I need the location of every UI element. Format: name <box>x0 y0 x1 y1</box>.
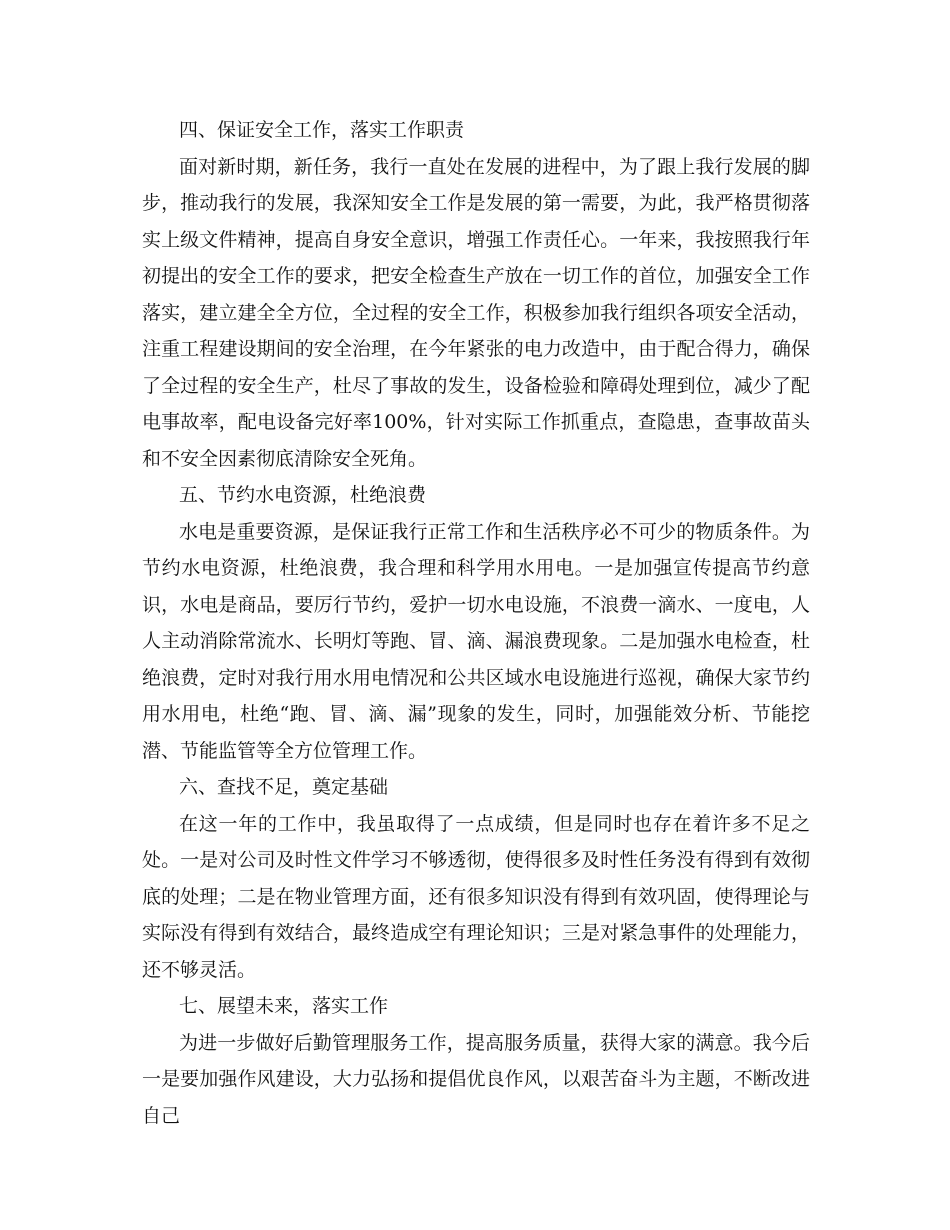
section-paragraph-5: 水电是重要资源，是保证我行正常工作和生活秩序必不可少的物质条件。为节约水电资源，杜绝浪费，我合理和科学用水用电。一是加强宣传提高节约意识，水电是商品，要厉行节约，爱护一切水电设施，不浪费一滴水、一度电，人人主动消除常流水、长明灯等跑、冒、滴、漏浪费现象。二是加强水电检查，杜绝浪费，定时对我行用水用电情况和公共区域水电设施进行巡视，确保大家节约用水用电，杜绝“跑、冒、滴、漏”现象的发生，同时，加强能效分析、节能挖潜、节能监管等全方位管理工作。 <box>142 520 810 762</box>
section-heading-6: 六、查找不足，奠定基础 <box>179 776 389 798</box>
section-paragraph-7: 为进一步做好后勤管理服务工作，提高服务质量，获得大家的满意。我今后一是要加强作风建设，大力弘扬和提倡优良作风，以艰苦奋斗为主题，不断改进自己 <box>142 1031 810 1127</box>
section-paragraph-6: 在这一年的工作中，我虽取得了一点成绩，但是同时也存在着许多不足之处。一是对公司及时性文件学习不够透彻，使得很多及时性任务没有得到有效彻底的处理；二是在物业管理方面，还有很多知识没有得到有效巩固，使得理论与实际没有得到有效结合，最终造成空有理论知识；三是对紧急事件的处理能力，还不够灵活。 <box>142 812 810 981</box>
section-heading-5: 五、节约水电资源，杜绝浪费 <box>179 484 427 506</box>
document-page <box>142 112 810 1134</box>
section-heading-7: 七、展望未来，落实工作 <box>179 995 389 1017</box>
section-paragraph-4: 面对新时期，新任务，我行一直处在发展的进程中，为了跟上我行发展的脚步，推动我行的发展，我深知安全工作是发展的第一需要，为此，我严格贯彻落实上级文件精神，提高自身安全意识，增强工作责任心。一年来，我按照我行年初提出的安全工作的要求，把安全检查生产放在一切工作的首位，加强安全工作落实，建立建全全方位，全过程的安全工作，积极参加我行组织各项安全活动，注重工程建设期间的安全治理，在今年紧张的电力改造中，由于配合得力，确保了全过程的安全生产，杜尽了事故的发生，设备检验和障碍处理到位，减少了配电事故率，配电设备完好率100%，针对实际工作抓重点，查隐患，查事故苗头和不安全因素彻底清除安全死角。 <box>142 155 810 470</box>
section-heading-4: 四、保证安全工作，落实工作职责 <box>179 119 465 141</box>
